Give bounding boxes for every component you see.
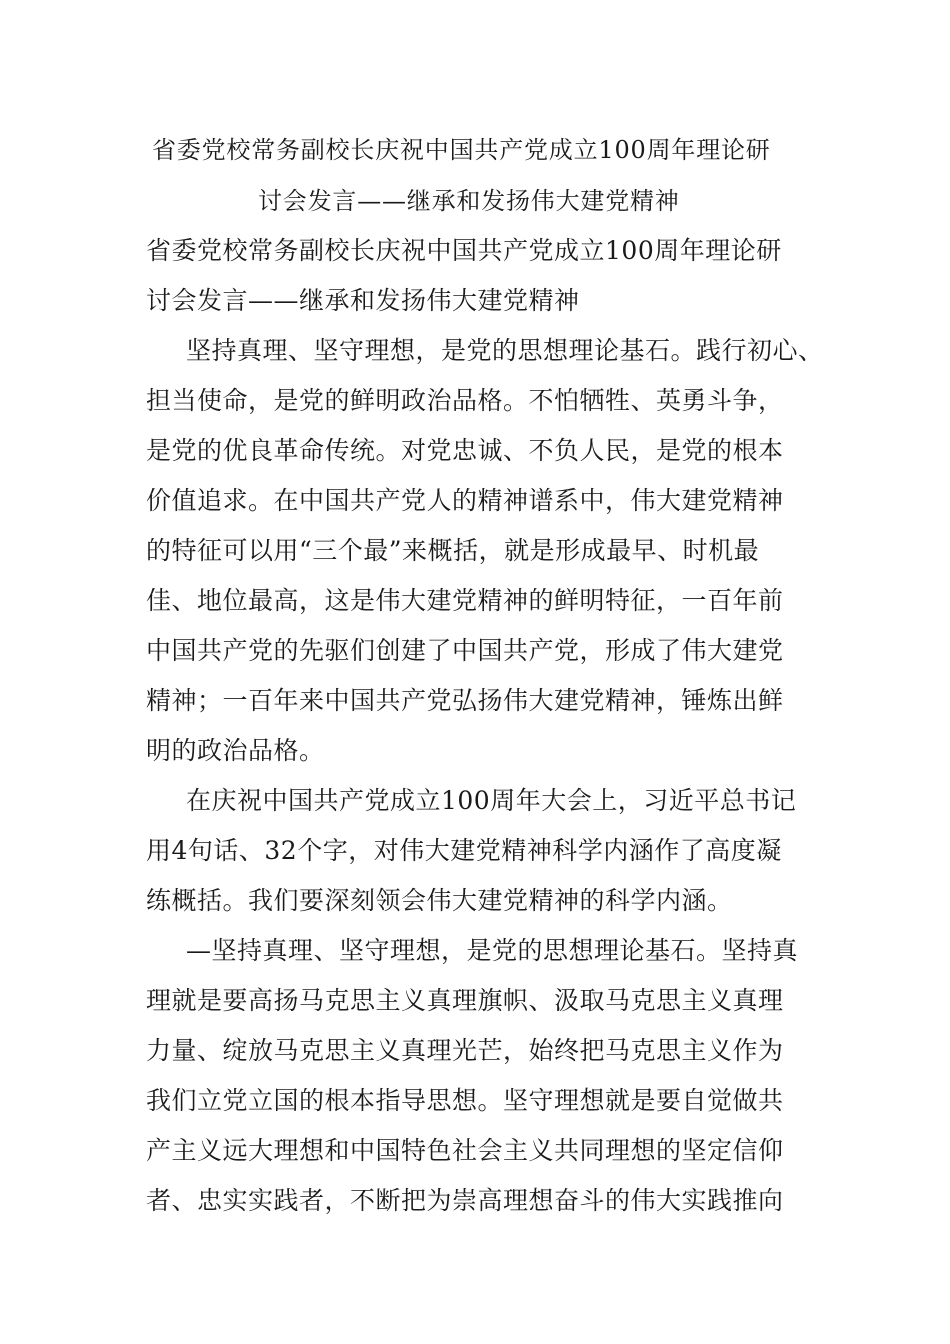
paragraph-1-line-8: 精神；一百年来中国共产党弘扬伟大建党精神，锤炼出鲜	[146, 686, 784, 715]
title-line-1: 省委党校常务副校长庆祝中国共产党成立100周年理论研	[152, 136, 771, 164]
paragraph-2-line-3: 练概括。我们要深刻领会伟大建党精神的科学内涵。	[146, 886, 733, 915]
paragraph-1-line-6: 佳、地位最高，这是伟大建党精神的鲜明特征，一百年前	[146, 586, 784, 615]
heading-line-2: 讨会发言——继承和发扬伟大建党精神	[146, 286, 580, 315]
paragraph-3-line-4: 我们立党立国的根本指导思想。坚守理想就是要自觉做共	[146, 1086, 784, 1115]
paragraph-3-line-2: 理就是要高扬马克思主义真理旗帜、汲取马克思主义真理	[146, 986, 784, 1015]
paragraph-1-line-5: 的特征可以用“三个最”来概括，就是形成最早、时机最	[146, 536, 760, 565]
paragraph-1-line-7: 中国共产党的先驱们创建了中国共产党，形成了伟大建党	[146, 636, 784, 665]
paragraph-3-line-5: 产主义远大理想和中国特色社会主义共同理想的坚定信仰	[146, 1136, 784, 1165]
paragraph-3-line-1: —坚持真理、坚守理想，是党的思想理论基石。坚持真	[186, 936, 799, 965]
paragraph-3-line-6: 者、忠实实践者，不断把为崇高理想奋斗的伟大实践推向	[146, 1186, 784, 1215]
paragraph-2-line-1: 在庆祝中国共产党成立100周年大会上，习近平总书记	[186, 786, 797, 815]
title-line-2: 讨会发言——继承和发扬伟大建党精神	[258, 187, 680, 215]
paragraph-1-line-1: 坚持真理、坚守理想，是党的思想理论基石。践行初心、	[186, 336, 824, 365]
paragraph-1-line-3: 是党的优良革命传统。对党忠诚、不负人民，是党的根本	[146, 436, 784, 465]
paragraph-1-line-9: 明的政治品格。	[146, 736, 325, 765]
paragraph-1-line-4: 价值追求。在中国共产党人的精神谱系中，伟大建党精神	[146, 486, 784, 515]
paragraph-1-line-2: 担当使命，是党的鲜明政治品格。不怕牺牲、英勇斗争，	[146, 386, 784, 415]
paragraph-3-line-3: 力量、绽放马克思主义真理光芒，始终把马克思主义作为	[146, 1036, 784, 1065]
paragraph-2-line-2: 用4句话、32个字，对伟大建党精神科学内涵作了高度凝	[146, 836, 782, 865]
heading-line-1: 省委党校常务副校长庆祝中国共产党成立100周年理论研	[146, 236, 782, 265]
